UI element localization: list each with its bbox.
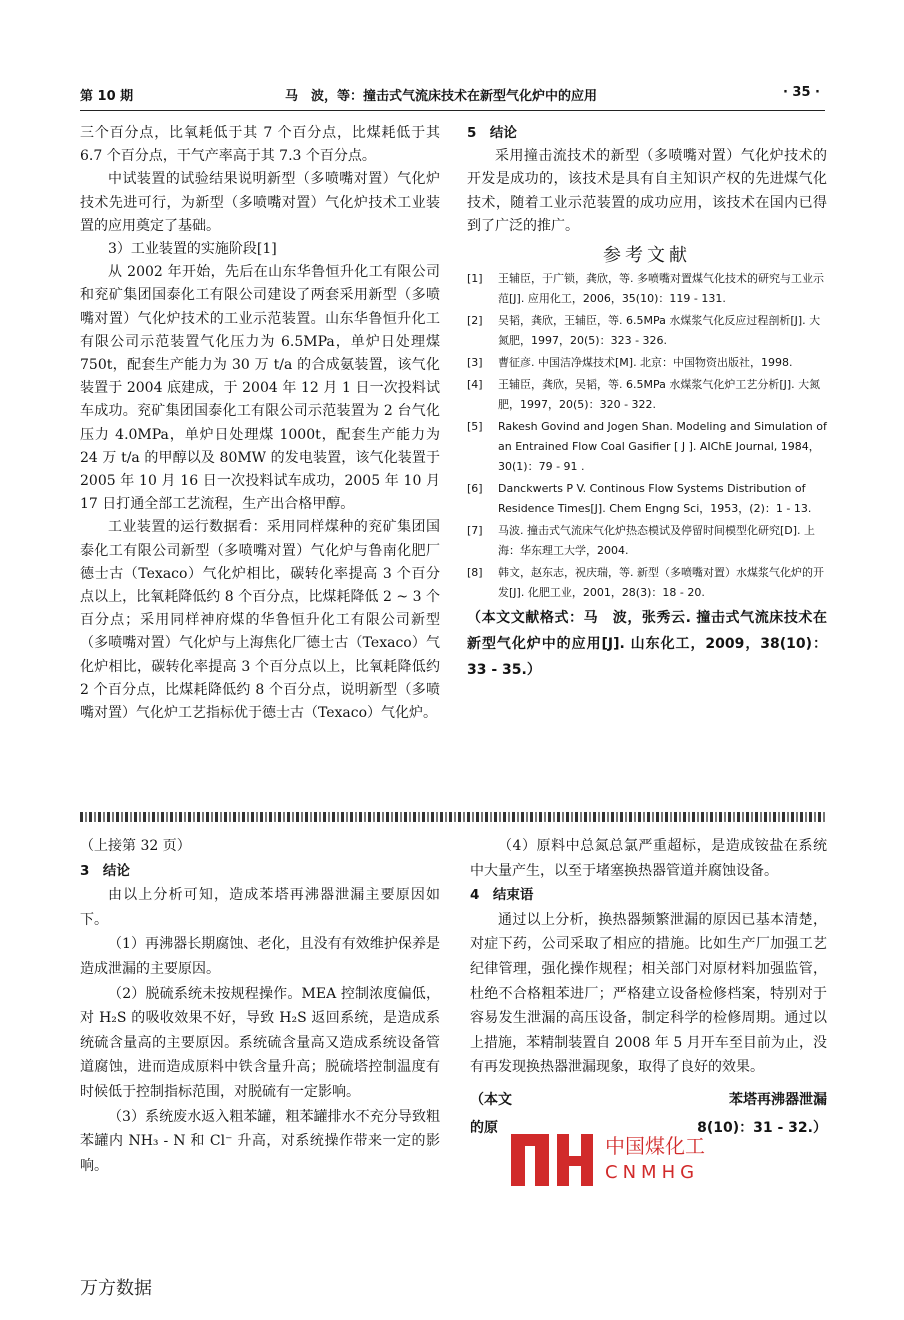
watermark-name-cn: 中国煤化工 [605,1134,705,1158]
paragraph: 通过以上分析，换热器频繁泄漏的原因已基本清楚，对症下药，公司采取了相应的措施。比如生产厂加强工艺纪律管理，强化操作规程；相关部门对原材料加强监管，杜绝不合格粗苯进厂；严格建立设备检修档案，特别对于容易发生泄漏的高压设备，制定科学的检修周期。通过以上措施，苯精制装置自 2008 年 5 月开车至目前为止，没有再发现换热器泄漏现象，取得了良好的效果。 [470,911,827,1076]
watermark [505,1128,705,1192]
header-rule [80,110,825,111]
paragraph: （1）再沸器长期腐蚀、老化，且没有有效维护保养是造成泄漏的主要原因。 [80,936,440,977]
footer-source: 万方数据 [80,1278,152,1299]
reference-item: [1] 王辅臣，于广锁，龚欣，等. 多喷嘴对置煤气化技术的研究与工业示范[J]. 应用化工，2006，35(10)：119 - 131. [467,272,824,306]
paragraph: 由以上分析可知，造成苯塔再沸器泄漏主要原因如下。 [80,887,440,928]
second-article-left-column [80,834,440,1178]
watermark-name-en: CNMHG [605,1162,700,1183]
paragraph: （4）原料中总氮总氯严重超标，是造成铵盐在系统中大量产生，以至于堵塞换热器管道并腐蚀设备。 [470,838,827,879]
second-article-right-column [470,834,827,1148]
reference-list [467,269,827,603]
paragraph: 从 2002 年开始，先后在山东华鲁恒升化工有限公司和兖矿集团国泰化工有限公司建设了两套采用新型（多喷嘴对置）气化炉技术的工业示范装置。山东华鲁恒升化工有限公司示范装置气化压力为 6.5MPa，单炉日处理煤 750t，配套生产能力为 30 万 t/a 的合成氨装置，该气化装置于 2004 底建成，于 2004 年 12 月 1 日一次投料试车成功。兖矿集团国泰化工有限公司示范装置为 2 台气化压力 4.0MPa，单炉日处理煤 1000t，配套生产能力为 24 万 t/a 的甲醇以及 80MW 的发电装置，该气化装置于 2005 年 10 月 16 日一次投料试车成功，2005 年 10 月 17 日打通全部工艺流程，生产出合格甲醇。 [80,264,440,513]
paragraph: 三个百分点，比氧耗低于其 7 个百分点，比煤耗低于其 6.7 个百分点，干气产率高于其 7.3 个百分点。 [80,125,440,165]
reference-item: [6] Danckwerts P V. Continous Flow Systems Distribution of Residence Times[J]. Chem Engng Sci，1953，(2)：1 - 13. [467,482,812,516]
section-heading: 3 结论 [80,862,130,879]
conclusion-and-references-column [467,122,827,683]
page-number: · 35 · [782,85,820,100]
paragraph: （2）脱硫系统未按规程操作。MEA 控制浓度偏低，对 H₂S 的吸收效果不好，导致 H₂S 返回系统，是造成系统硫含量高的主要原因。系统硫含量高又造成系统设备管道腐蚀，进而造成原料中铁含量升高；脱硫塔控制温度有时候低于控制指标范围，对脱硫有一定影响。 [80,985,440,1100]
citation-format: （本文文献格式：马 波，张秀云. 撞击式气流床技术在新型气化炉中的应用[J]. 山东化工，2009，38(10)：33 - 35.） [467,610,827,679]
partial-citation: （本文 的原 苯塔再沸器泄漏 8(10)：31 - 32.） [470,1091,827,1136]
section-heading: 5 结论 [467,125,517,141]
continued-from-label: （上接第 32 页） [80,838,191,854]
paragraph: （3）系统废水返入粗苯罐，粗苯罐排水不充分导致粗苯罐内 NH₃ - N 和 Cl⁻ 升高，对系统操作带来一定的影响。 [80,1108,440,1174]
reference-item: [3] 曹征彦. 中国洁净煤技术[M]. 北京：中国物资出版社，1998. [467,356,793,370]
paragraph: 工业装置的运行数据看：采用同样煤种的兖矿集团国泰化工有限公司新型（多喷嘴对置）气化炉与鲁南化肥厂德士古（Texaco）气化炉相比，碳转化率提高 3 个百分点以上，比氧耗降低约 8 个百分点，比煤耗降低 2 ~ 3 个百分点；采用同样神府煤的华鲁恒升化工有限公司新型（多喷嘴对置）气化炉与上海焦化厂德士古（Texaco）气化炉相比，碳转化率提高 3 个百分点以上，比氧耗降低约 2 个百分点，比煤耗降低约 8 个百分点，说明新型（多喷嘴对置）气化炉工艺指标优于德士古（Texaco）气化炉。 [80,519,440,722]
watermark-logo-icon [505,1128,597,1192]
article-continuation-column [80,122,440,725]
running-title: 马 波，等：撞击式气流床技术在新型气化炉中的应用 [285,89,598,104]
reference-item: [8] 韩文，赵东志，祝庆瑞，等. 新型（多喷嘴对置）水煤浆气化炉的开发[J]. 化肥工业，2001，28(3)：18 - 20. [467,566,824,600]
reference-item: [4] 王辅臣，龚欣，吴韬，等. 6.5MPa 水煤浆气化炉工艺分析[J]. 大氮肥，1997，20(5)：320 - 322. [467,378,821,412]
reference-item: [2] 吴韬，龚欣，王辅臣，等. 6.5MPa 水煤浆气化反应过程剖析[J]. 大氮肥，1997，20(5)：323 - 326. [467,314,821,348]
paragraph: 采用撞击流技术的新型（多喷嘴对置）气化炉技术的开发是成功的，该技术是具有自主知识产权的先进煤气化技术，随着工业示范装置的成功应用，该技术在国内已得到了广泛的推广。 [467,148,827,234]
subsection-heading: 3）工业装置的实施阶段[1] [108,241,277,258]
reference-item: [5] Rakesh Govind and Jogen Shan. Modeling and Simulation of an Entrained Flow Coal Gasifier [ J ]. AIChE Journal, 1984，30(1)：79 - 91 . [467,420,827,474]
page-header [80,85,820,109]
reference-item: [7] 马波. 撞击式气流床气化炉热态模试及停留时间模型化研究[D]. 上海：华东理工大学，2004. [467,524,816,558]
issue-label: 第 10 期 [80,89,134,104]
references-title: 参考文献 [603,245,691,267]
section-heading: 4 结束语 [470,887,534,904]
paragraph: 中试装置的试验结果说明新型（多喷嘴对置）气化炉技术先进可行，为新型（多喷嘴对置）气化炉技术工业装置的应用奠定了基础。 [80,171,440,234]
article-divider [80,812,826,822]
